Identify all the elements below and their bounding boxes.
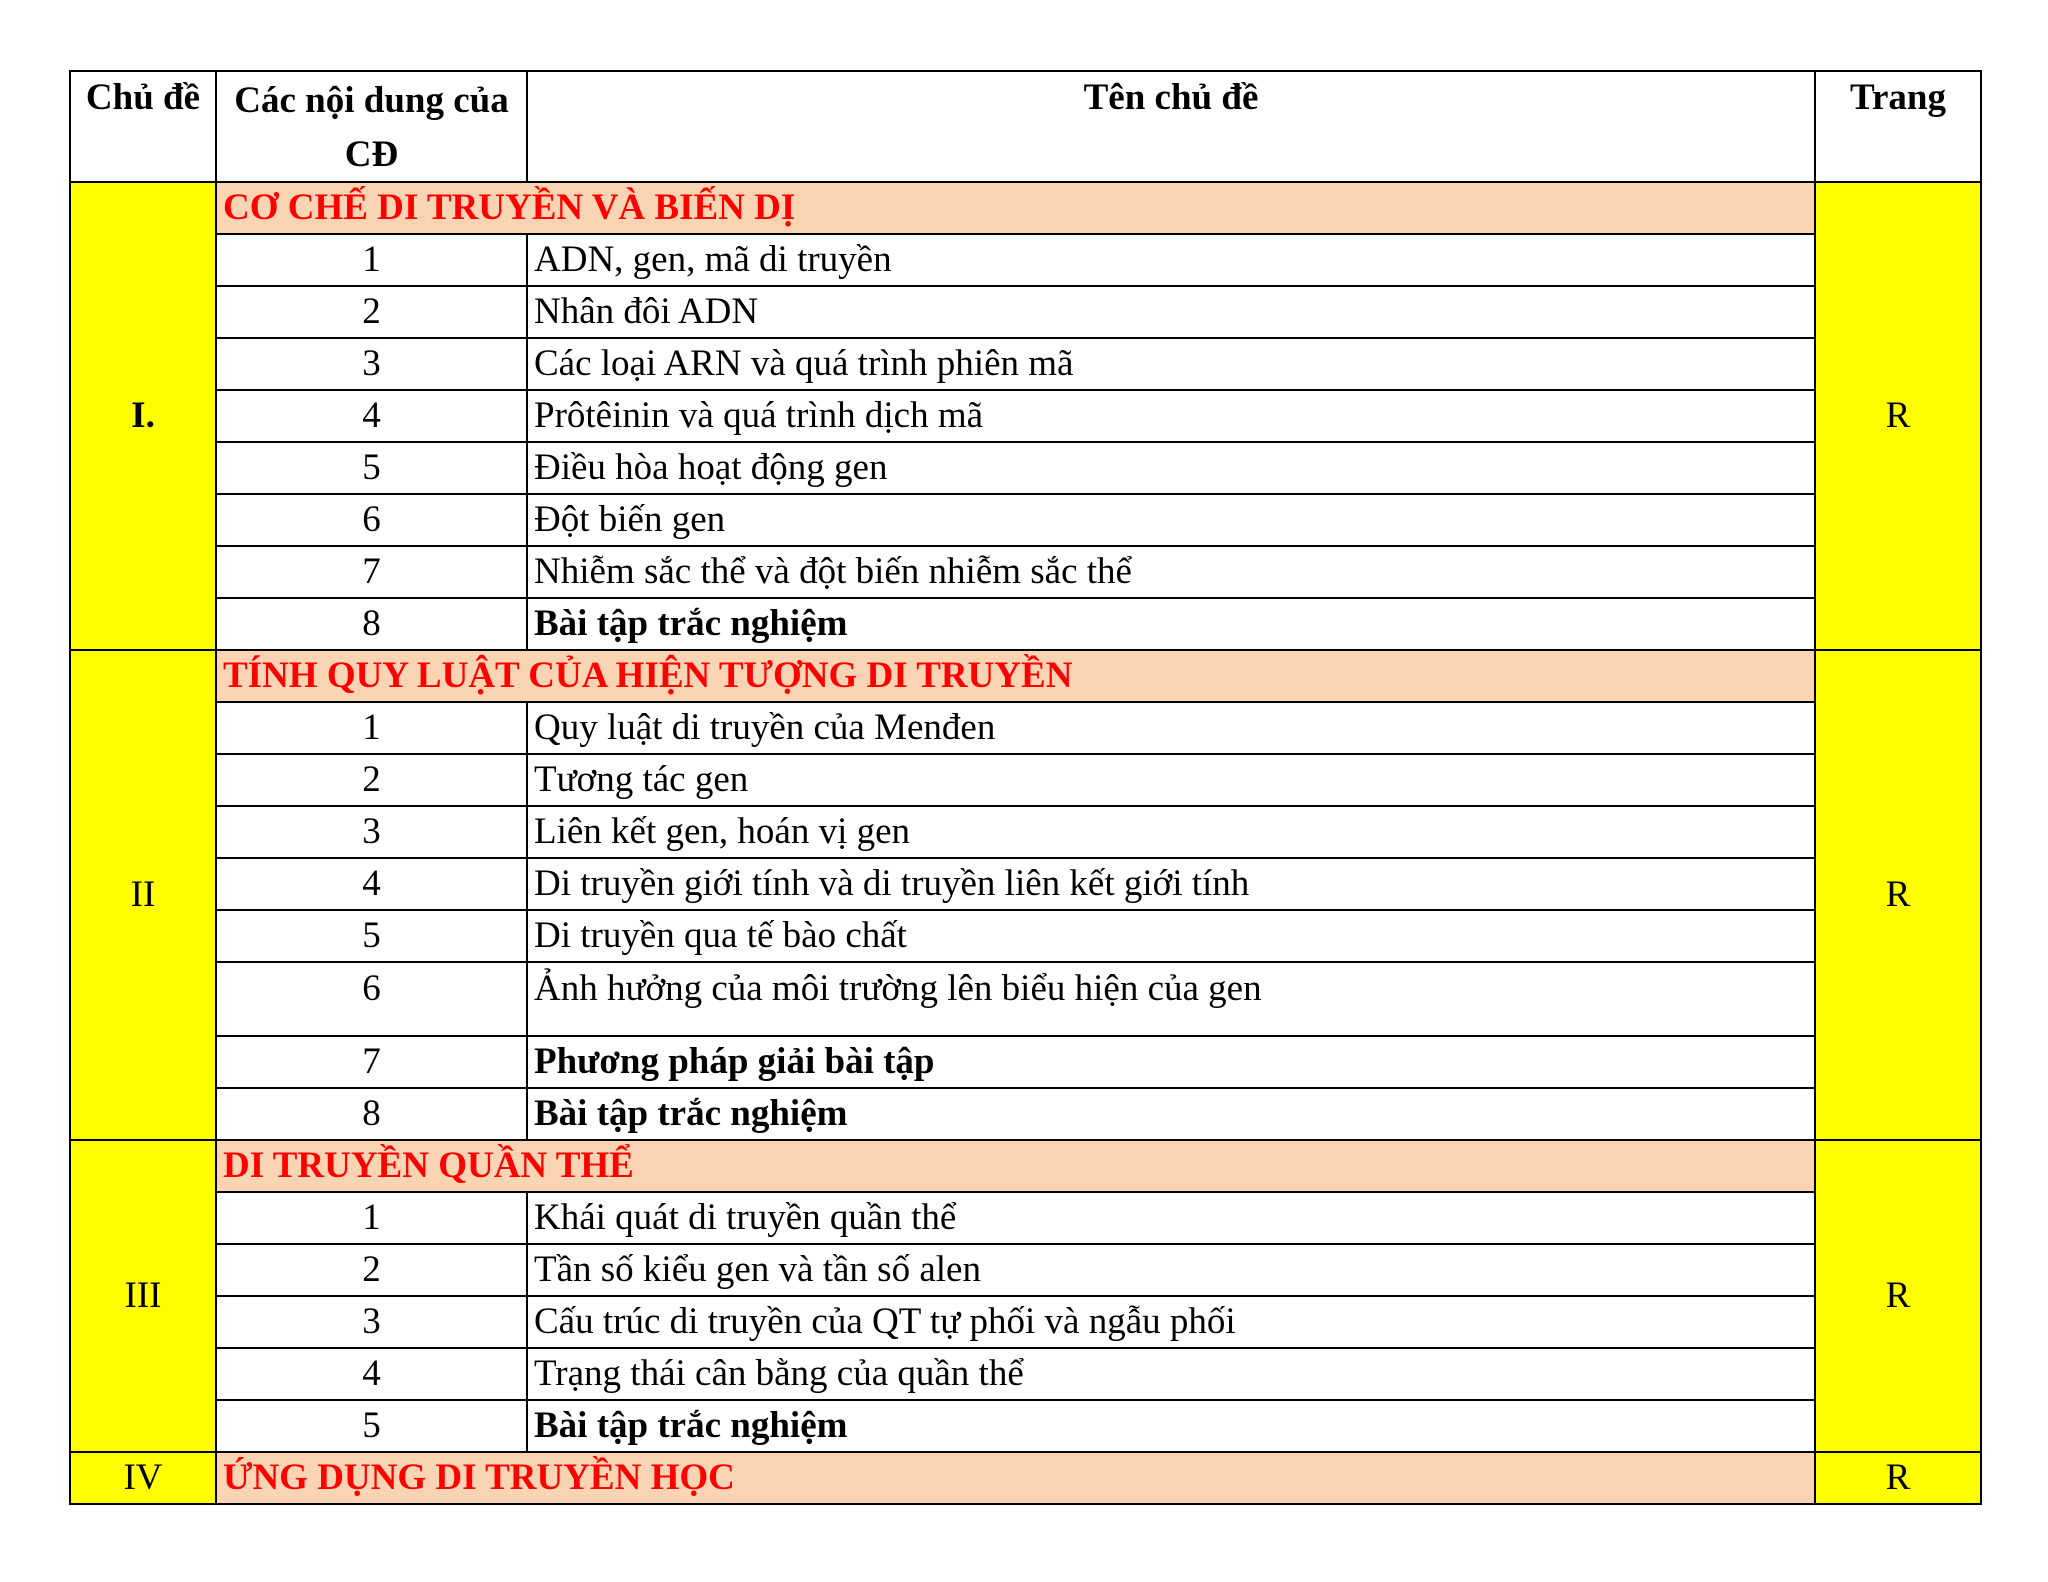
item-name: Điều hòa hoạt động gen bbox=[527, 442, 1815, 494]
item-number: 3 bbox=[216, 338, 527, 390]
section-row bbox=[70, 182, 1981, 234]
section-row bbox=[70, 1140, 1981, 1192]
item-name: Đột biến gen bbox=[527, 494, 1815, 546]
item-name: Tần số kiểu gen và tần số alen bbox=[527, 1244, 1815, 1296]
item-number: 8 bbox=[216, 1088, 527, 1140]
table-row bbox=[70, 234, 1981, 286]
table-row bbox=[70, 390, 1981, 442]
item-number: 3 bbox=[216, 806, 527, 858]
item-number: 1 bbox=[216, 1192, 527, 1244]
table-row bbox=[70, 702, 1981, 754]
table-row bbox=[70, 1348, 1981, 1400]
page-number: R bbox=[1815, 650, 1981, 1140]
section-title: TÍNH QUY LUẬT CỦA HIỆN TƯỢNG DI TRUYỀN bbox=[216, 650, 1815, 702]
header-contents: Các nội dung của CĐ bbox=[216, 71, 527, 182]
section-title: ỨNG DỤNG DI TRUYỀN HỌC bbox=[216, 1452, 1815, 1504]
table-row bbox=[70, 494, 1981, 546]
item-number: 2 bbox=[216, 1244, 527, 1296]
table-row bbox=[70, 338, 1981, 390]
item-number: 4 bbox=[216, 858, 527, 910]
page-number: R bbox=[1815, 1452, 1981, 1504]
item-name: Các loại ARN và quá trình phiên mã bbox=[527, 338, 1815, 390]
table-row bbox=[70, 1088, 1981, 1140]
item-number: 7 bbox=[216, 546, 527, 598]
item-number: 1 bbox=[216, 702, 527, 754]
item-name: Prôtêinin và quá trình dịch mã bbox=[527, 390, 1815, 442]
item-number: 8 bbox=[216, 598, 527, 650]
header-row bbox=[70, 71, 1981, 182]
topic-number: I. bbox=[70, 182, 216, 650]
topic-number: II bbox=[70, 650, 216, 1140]
page-number: R bbox=[1815, 182, 1981, 650]
table-row bbox=[70, 442, 1981, 494]
item-name: Bài tập trắc nghiệm bbox=[527, 1088, 1815, 1140]
section-title: CƠ CHẾ DI TRUYỀN VÀ BIẾN DỊ bbox=[216, 182, 1815, 234]
table-row bbox=[70, 806, 1981, 858]
table-row bbox=[70, 754, 1981, 806]
item-number: 6 bbox=[216, 962, 527, 1036]
item-name: Cấu trúc di truyền của QT tự phối và ngẫu phối bbox=[527, 1296, 1815, 1348]
item-number: 4 bbox=[216, 1348, 527, 1400]
section-title: DI TRUYỀN QUẦN THỂ bbox=[216, 1140, 1815, 1192]
item-name: Tương tác gen bbox=[527, 754, 1815, 806]
item-number: 2 bbox=[216, 286, 527, 338]
table-row bbox=[70, 858, 1981, 910]
table-row bbox=[70, 1036, 1981, 1088]
item-name: Ảnh hưởng của môi trường lên biểu hiện của gen bbox=[527, 962, 1815, 1036]
item-number: 5 bbox=[216, 1400, 527, 1452]
section-row bbox=[70, 1452, 1981, 1504]
item-name: Di truyền qua tế bào chất bbox=[527, 910, 1815, 962]
item-name: Bài tập trắc nghiệm bbox=[527, 598, 1815, 650]
header-topic: Chủ đề bbox=[70, 71, 216, 182]
item-name: Quy luật di truyền của Menđen bbox=[527, 702, 1815, 754]
table-row bbox=[70, 598, 1981, 650]
item-name: Nhiễm sắc thể và đột biến nhiễm sắc thể bbox=[527, 546, 1815, 598]
table-of-contents bbox=[69, 70, 1982, 1505]
item-name: Nhân đôi ADN bbox=[527, 286, 1815, 338]
item-name: Trạng thái cân bằng của quần thể bbox=[527, 1348, 1815, 1400]
header-page: Trang bbox=[1815, 71, 1981, 182]
header-topic-name: Tên chủ đề bbox=[527, 71, 1815, 182]
topic-number: IV bbox=[70, 1452, 216, 1504]
item-name: Phương pháp giải bài tập bbox=[527, 1036, 1815, 1088]
table-row bbox=[70, 1400, 1981, 1452]
item-number: 1 bbox=[216, 234, 527, 286]
table-row bbox=[70, 962, 1981, 1036]
table-row bbox=[70, 546, 1981, 598]
item-number: 4 bbox=[216, 390, 527, 442]
item-number: 5 bbox=[216, 910, 527, 962]
table-row bbox=[70, 910, 1981, 962]
page-number: R bbox=[1815, 1140, 1981, 1452]
item-name: Di truyền giới tính và di truyền liên kết giới tính bbox=[527, 858, 1815, 910]
topic-number: III bbox=[70, 1140, 216, 1452]
table-row bbox=[70, 286, 1981, 338]
item-number: 6 bbox=[216, 494, 527, 546]
table-row bbox=[70, 1296, 1981, 1348]
item-name: Liên kết gen, hoán vị gen bbox=[527, 806, 1815, 858]
item-name: ADN, gen, mã di truyền bbox=[527, 234, 1815, 286]
item-name: Khái quát di truyền quần thể bbox=[527, 1192, 1815, 1244]
section-row bbox=[70, 650, 1981, 702]
item-number: 3 bbox=[216, 1296, 527, 1348]
item-number: 5 bbox=[216, 442, 527, 494]
item-number: 2 bbox=[216, 754, 527, 806]
table-row bbox=[70, 1192, 1981, 1244]
table-row bbox=[70, 1244, 1981, 1296]
item-number: 7 bbox=[216, 1036, 527, 1088]
item-name: Bài tập trắc nghiệm bbox=[527, 1400, 1815, 1452]
